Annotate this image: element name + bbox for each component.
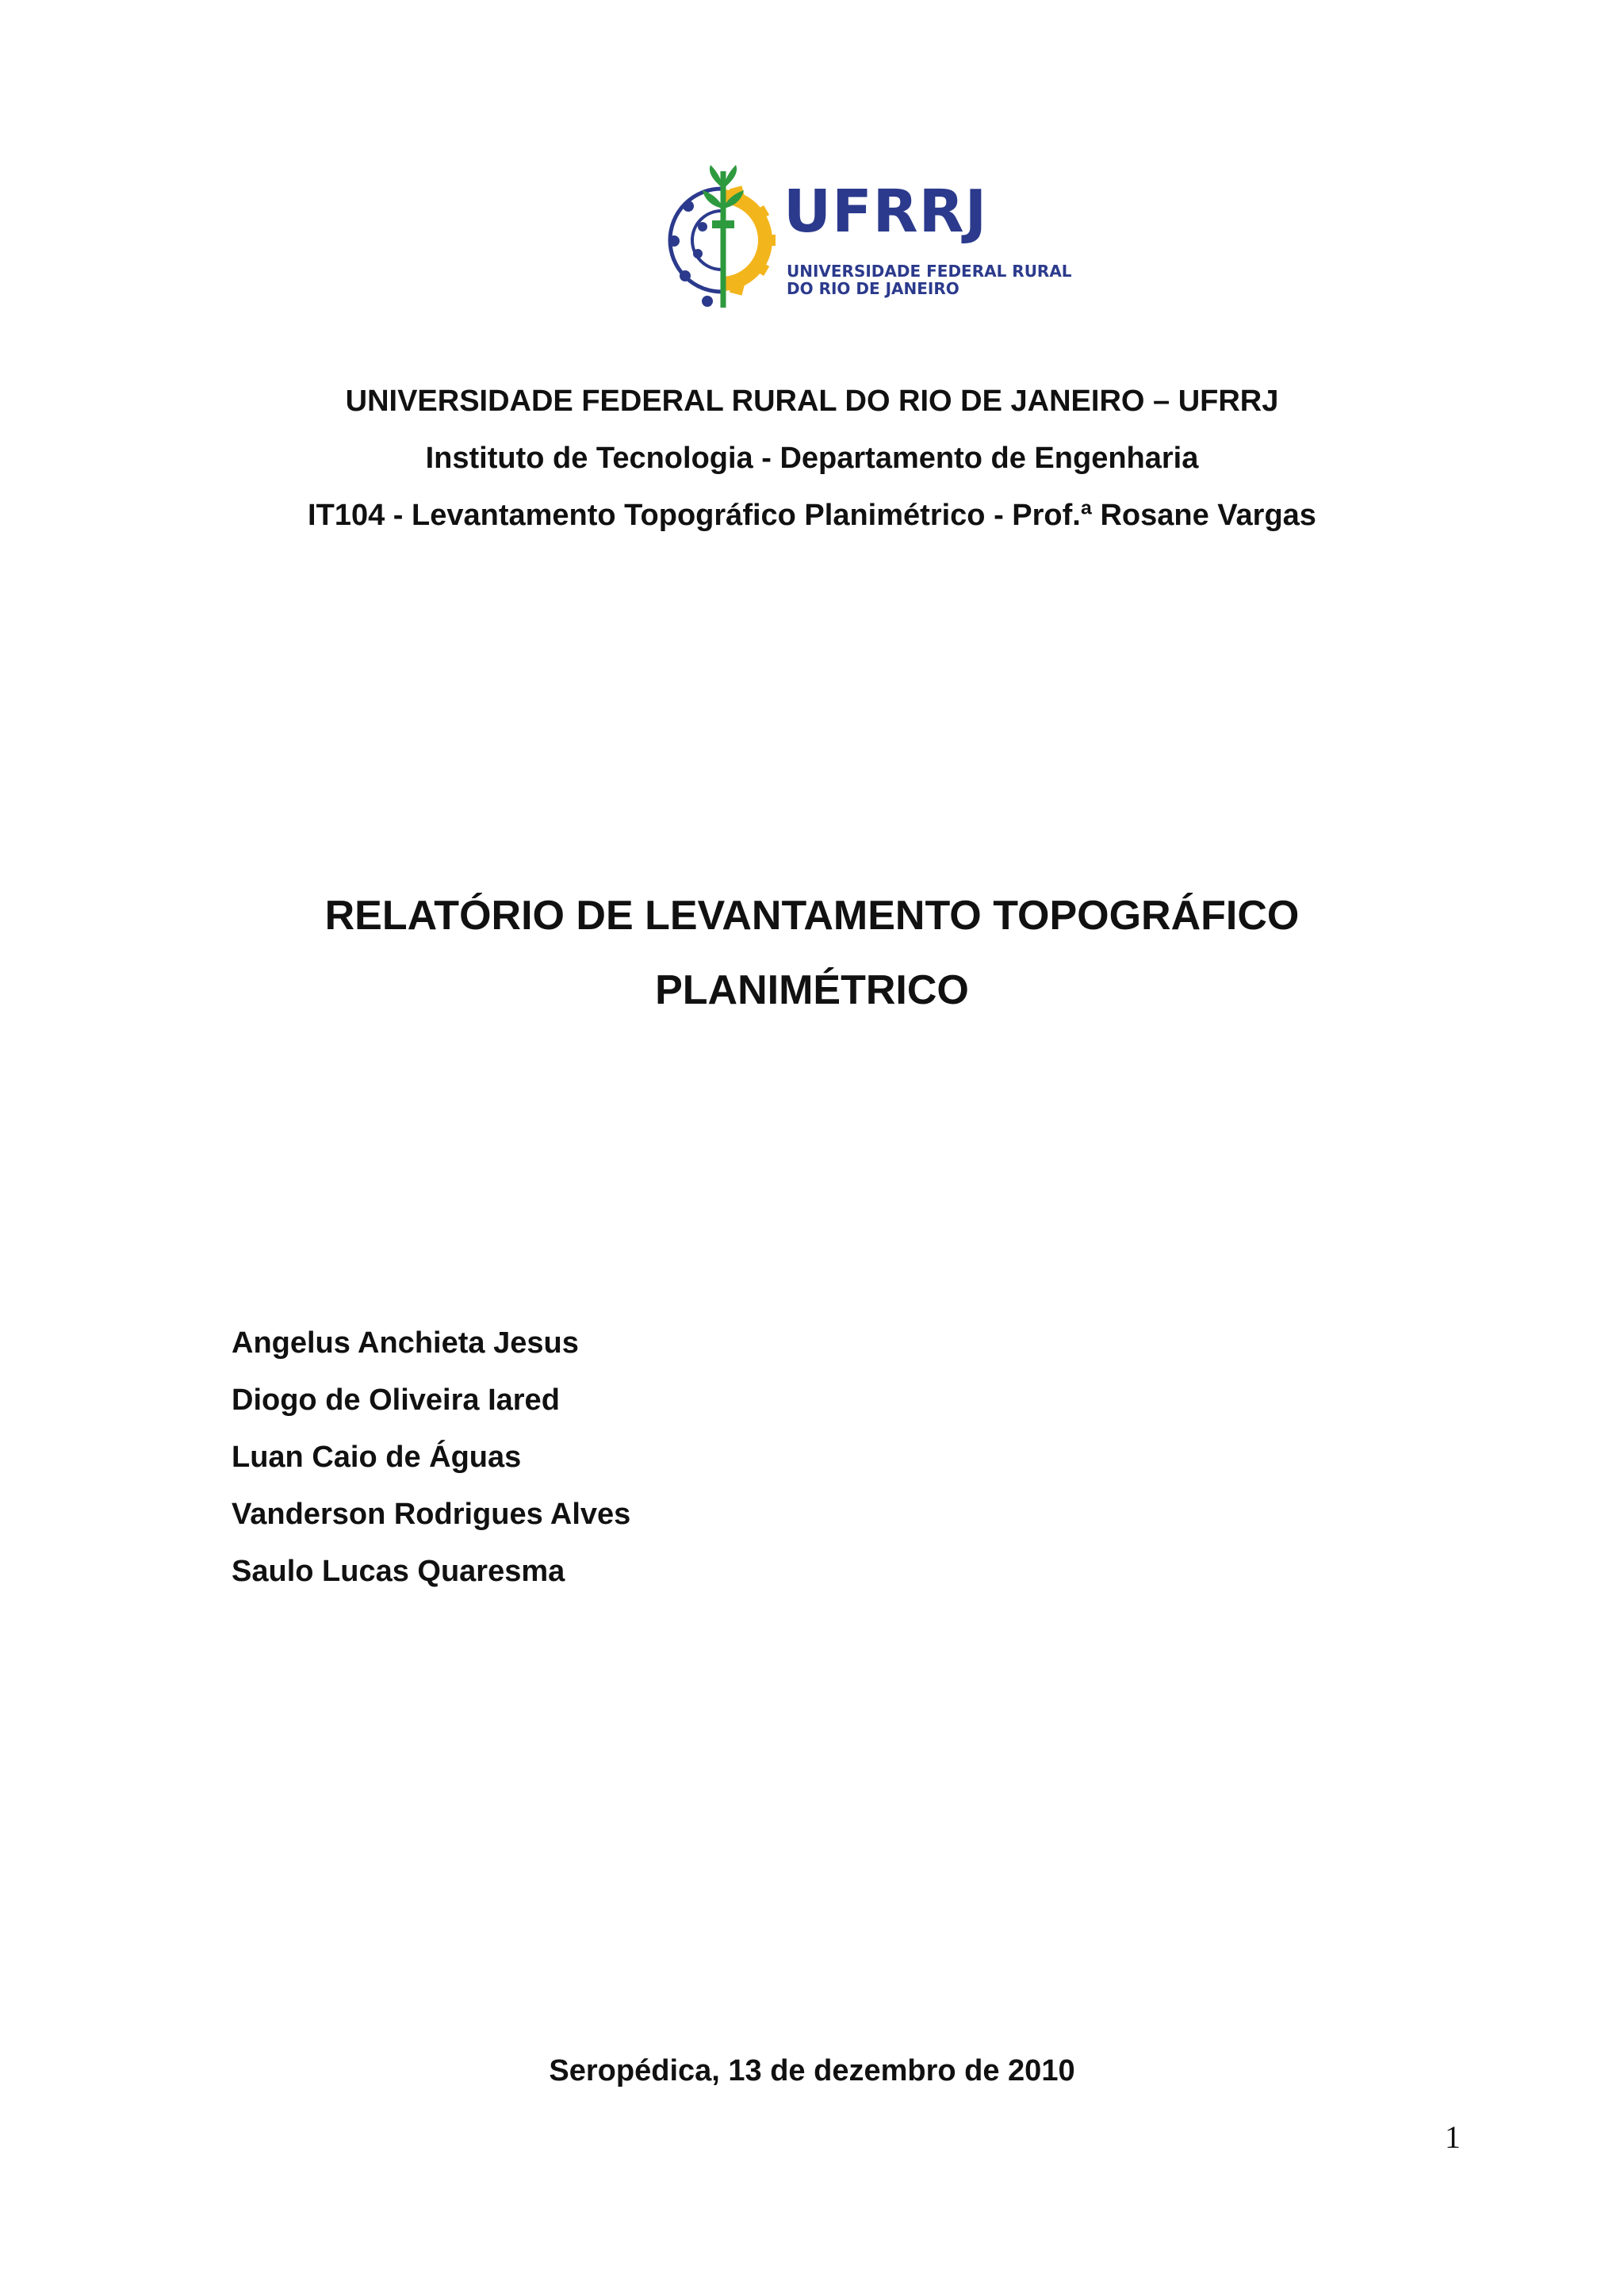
city-date: Seropédica, 13 de dezembro de 2010 [549, 2054, 1075, 2087]
logo-subtitle-line-1: UNIVERSIDADE FEDERAL RURAL [787, 262, 1072, 281]
author-name: Saulo Lucas Quaresma [232, 1555, 565, 1588]
report-title [0, 878, 1624, 1027]
authors-list [232, 1314, 630, 1600]
logo-wordmark: UFRRJ [783, 178, 988, 246]
institute-name: Instituto de Tecnologia - Departamento de Engenharia [425, 442, 1199, 475]
logo-subtitle-line-2: DO RIO DE JANEIRO [787, 279, 959, 298]
ufrrj-emblem-icon [658, 165, 785, 316]
page-number: 1 [1445, 2119, 1461, 2155]
author-name: Angelus Anchieta Jesus [232, 1326, 579, 1360]
logo-subtitle [787, 262, 1072, 297]
ufrrj-logo [658, 165, 1072, 316]
author-name: Diogo de Oliveira Iared [232, 1383, 560, 1417]
report-title-line-1: RELATÓRIO DE LEVANTAMENTO TOPOGRÁFICO [324, 893, 1300, 939]
report-title-line-2: PLANIMÉTRICO [655, 967, 969, 1013]
author-name: Luan Caio de Águas [232, 1441, 522, 1474]
institution-header [0, 373, 1624, 544]
course-name: IT104 - Levantamento Topográfico Planimétrico - Prof.ª Rosane Vargas [308, 499, 1316, 532]
author-name: Vanderson Rodrigues Alves [232, 1498, 631, 1531]
university-name: UNIVERSIDADE FEDERAL RURAL DO RIO DE JANEIRO – UFRRJ [345, 385, 1279, 418]
